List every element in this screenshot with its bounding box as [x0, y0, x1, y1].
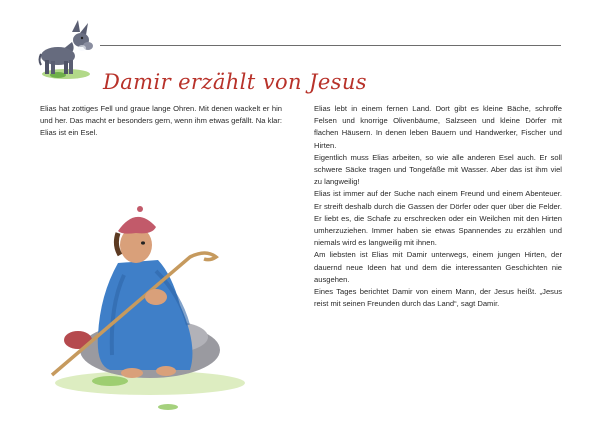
story-paragraph: Elias lebt in einem fernen Land. Dort gibt es kleine Bäche, schroffe Felsen und knorrige Olivenbäume, Salzseen und kleine Dörfer mit flachen Häusern. In denen leben Bauern und Handwerker, Fischer und Hirten.: [314, 104, 562, 150]
story-paragraph: Eines Tages berichtet Damir von einem Mann, der Jesus heißt. „Jesus reist mit seinen Freunden durch das Land“, sagt Damir.: [314, 287, 562, 309]
header-rule: [100, 45, 561, 46]
shepherd-boy-illustration: [40, 175, 260, 415]
donkey-illustration: [36, 18, 96, 80]
intro-paragraph: Elias hat zottiges Fell und graue lange Ohren. Mit denen wackelt er hin und her. Das macht er besonders gern, wenn ihm etwas gefällt. Na klar: Elias ist ein Esel.: [40, 104, 282, 138]
story-paragraph: Am liebsten ist Elias mit Damir unterwegs, einem jungen Hirten, der dauernd neue Ideen hat und dem die interessanten Geschichten nie ausgehen.: [314, 250, 562, 284]
story-paragraph: Elias ist immer auf der Suche nach einem Freund und einem Abenteuer. Er streift deshalb durch die Gassen der Dörfer oder quer über die Felder. Er liebt es, die Schafe zu erschrecken oder ein Weilchen mit den Hirten umherzuziehen. Immer haben sie etwas Spannendes zu erzählen und niemals wird es langweilig mit ihnen.: [314, 189, 562, 248]
story-column: [314, 103, 562, 310]
page-title: Damir erzählt von Jesus: [103, 70, 367, 94]
story-paragraph: Eigentlich muss Elias arbeiten, so wie alle anderen Esel auch. Er soll schwere Säcke tragen und Tongefäße mit Wasser. Aber das ist ihm viel zu langweilig!: [314, 152, 562, 187]
